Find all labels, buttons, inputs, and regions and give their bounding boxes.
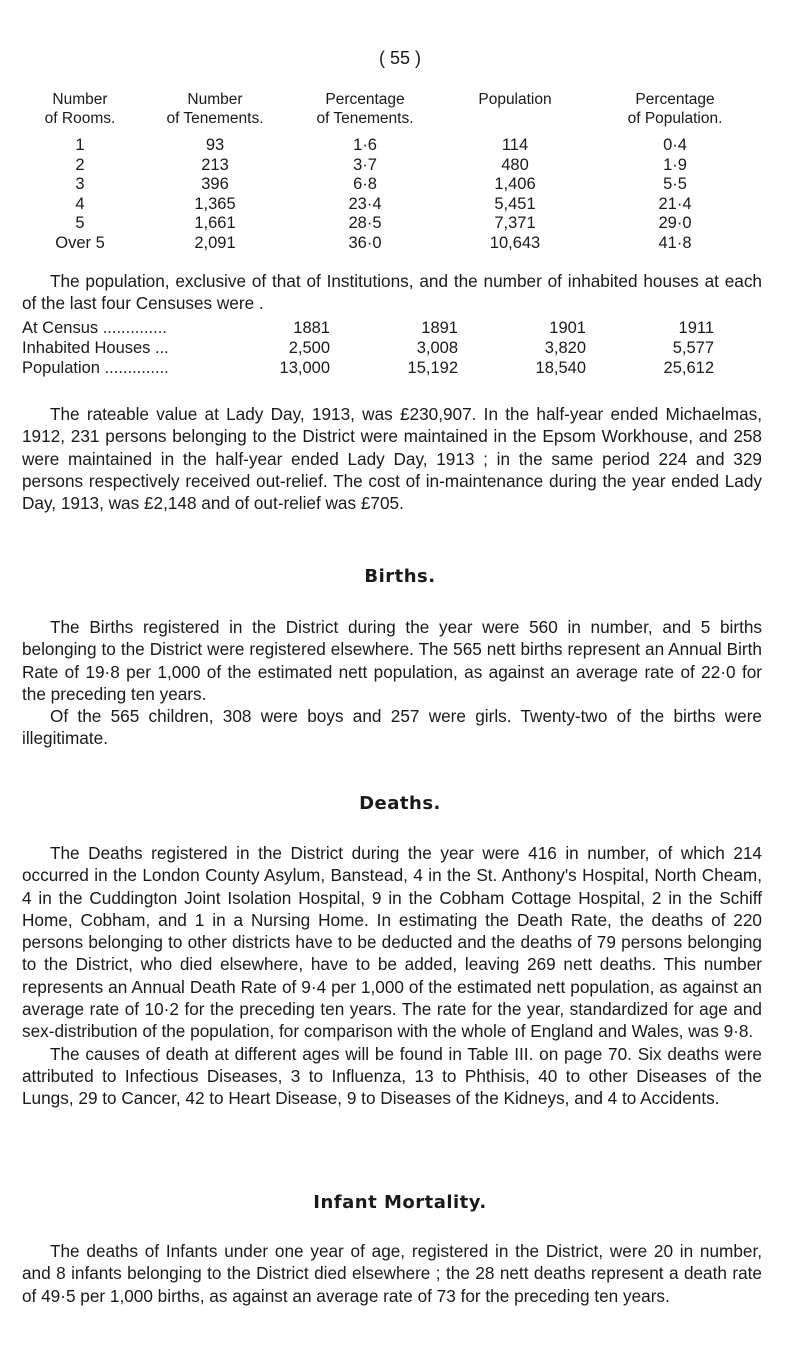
table-cell: 3,820 [544, 339, 586, 357]
table-row [20, 175, 760, 195]
table-cell: 1 [75, 136, 85, 154]
table-row [20, 195, 760, 215]
col-header: of Tenements. [166, 110, 264, 127]
col-header: 1901 [549, 319, 586, 337]
table-header-row [20, 109, 760, 128]
table-cell: 3 [75, 175, 85, 193]
table-cell: 93 [205, 136, 225, 154]
table-cell: 2,091 [194, 233, 236, 252]
table-cell: 0·4 [663, 136, 687, 154]
row-label: Population .............. [22, 359, 169, 377]
table-cell: 21·4 [658, 194, 692, 213]
table-cell: 2 [75, 155, 85, 174]
table-cell: 1,406 [494, 175, 536, 193]
col-header: of Population. [627, 110, 723, 127]
table-cell: 1·9 [663, 155, 687, 174]
col-header: Percentage [635, 91, 715, 108]
table-cell: 2,500 [288, 339, 330, 357]
table-cell: 1,661 [194, 214, 236, 232]
deaths-heading: Deaths. [359, 793, 441, 814]
table-header-row [20, 90, 760, 109]
table-row [22, 338, 762, 358]
paragraph-text: The population, exclusive of that of Institutions, and the number of inhabited houses at each of the last four Censuses were . [22, 271, 762, 314]
table-cell: 18,540 [535, 359, 586, 377]
col-header: of Tenements. [316, 110, 414, 127]
infant-mortality-section [22, 1240, 762, 1307]
paragraph-text: Of the 565 children, 308 were boys and 257 were girls. Twenty-two of the births were illegitimate. [22, 706, 762, 749]
paragraph-text: The deaths of Infants under one year of age, registered in the District, were 20 in number, and 8 infants belonging to the District died elsewhere ; the 28 nett deaths represent a death rate of 49·5 per 1,000 births, as against an average rate of 73 for the preceding ten years. [22, 1241, 762, 1306]
table-cell: Over 5 [55, 233, 105, 252]
table-cell: 15,192 [407, 359, 458, 377]
table-cell: 29·0 [658, 214, 692, 232]
paragraph-text: The Deaths registered in the District during the year were 416 in number, of which 214 occurred in the London County Asylum, Banstead, 4 in the St. Anthony's Hospital, North Cheam, 4 in the Cuddington Joint Isolation Hospital, 9 in the Cobham Cottage Hospital, 2 in the Schiff Home, Cobham, and 1 in a Nursing Home. In estimating the Death Rate, the deaths of 220 persons belonging to other districts have to be deducted and the deaths of 79 persons belonging to the District, who died elsewhere, have to be added, leaving 269 nett deaths. This number represents an Annual Death Rate of 9·4 per 1,000 of the estimated nett population, as against an average rate of 10·2 for the preceding ten years. The rate for the year, standardized for age and sex-distribution of the population, for comparison with the whole of England and Wales, was 9·8. [22, 843, 762, 1042]
census-intro-paragraph [22, 270, 762, 315]
table-cell: 3,008 [416, 339, 458, 357]
table-row [20, 136, 760, 156]
births-heading: Births. [364, 566, 436, 587]
table-cell: 28·5 [348, 214, 382, 232]
table-cell: 10,643 [489, 233, 541, 252]
table-cell: 5,451 [494, 194, 536, 213]
col-header: of Rooms. [44, 110, 116, 127]
table-header-row [22, 318, 762, 338]
paragraph-text: The rateable value at Lady Day, 1913, was £230,907. In the half-year ended Michaelmas, 1912, 231 persons belonging to the District were maintained in the Epsom Workhouse, and 258 were maintained in the half-year ended Lady Day, 1913 ; in the same period 224 and 329 persons respectively received out-relief. The cost of in-maintenance during the year ended Lady Day, 1913, was £2,148 and of out-relief was £705. [22, 404, 762, 514]
table-cell: 1·6 [353, 136, 377, 154]
infant-mortality-heading: Infant Mortality. [313, 1192, 487, 1213]
page-number: ( 55 ) [378, 48, 421, 68]
table-cell: 36·0 [348, 233, 382, 252]
table-cell: 213 [201, 155, 229, 174]
table-cell: 23·4 [348, 194, 382, 213]
table-cell: 5·5 [663, 175, 687, 193]
row-label: At Census .............. [22, 319, 167, 337]
col-header: Number [187, 91, 243, 108]
table-cell: 1,365 [194, 194, 236, 213]
rateable-value-paragraph [22, 403, 762, 514]
col-header: Number [52, 91, 108, 108]
births-section [22, 616, 762, 750]
table-cell: 4 [75, 194, 85, 213]
col-header: Population [478, 91, 552, 108]
table-row [20, 234, 760, 254]
col-header: 1891 [421, 319, 458, 337]
table-cell: 41·8 [658, 233, 692, 252]
table-cell: 3·7 [353, 155, 377, 174]
census-table [22, 318, 762, 378]
table-cell: 6·8 [353, 175, 377, 193]
table-cell: 5,577 [672, 339, 714, 357]
table-cell: 480 [501, 155, 529, 174]
table-row [22, 358, 762, 378]
col-header: Percentage [325, 91, 405, 108]
col-header: 1911 [678, 319, 714, 337]
table-cell: 13,000 [279, 359, 330, 377]
rooms-table [20, 90, 760, 253]
table-cell: 396 [201, 175, 229, 193]
row-label: Inhabited Houses ... [22, 339, 169, 357]
paragraph-text: The causes of death at different ages will be found in Table III. on page 70. Six deaths were attributed to Infectious Diseases, 3 to Influenza, 13 to Phthisis, 40 to other Diseases of the Lungs, 29 to Cancer, 42 to Heart Disease, 9 to Diseases of the Kidneys, and 4 to Accidents. [22, 1043, 762, 1109]
col-header [440, 109, 590, 128]
table-cell: 5 [75, 214, 85, 232]
table-cell: 25,612 [663, 359, 714, 377]
table-cell: 7,371 [494, 214, 536, 232]
deaths-section [22, 842, 762, 1110]
table-row [20, 214, 760, 234]
col-header: 1881 [293, 319, 330, 337]
paragraph-text: The Births registered in the District during the year were 560 in number, and 5 births belonging to the District were registered elsewhere. The 565 nett births represent an Annual Birth Rate of 19·8 per 1,000 of the estimated nett population, as against an average rate of 22·0 for the preceding ten years. [22, 617, 762, 704]
table-cell: 114 [501, 136, 529, 154]
table-row [20, 156, 760, 176]
